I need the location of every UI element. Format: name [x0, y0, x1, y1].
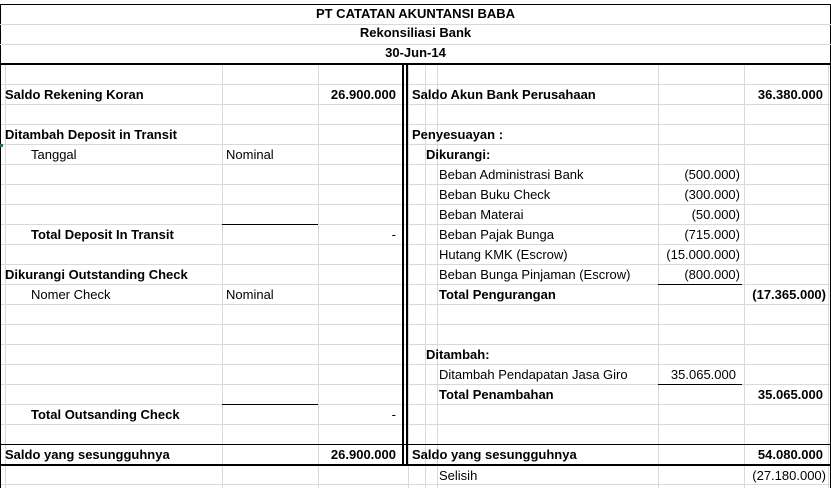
report-date[interactable]: 30-Jun-14 [385, 45, 446, 60]
report-title[interactable]: Rekonsiliasi Bank [359, 25, 472, 40]
dit-date-header[interactable]: Tanggal [31, 147, 77, 162]
final-top-border [0, 444, 831, 445]
deduction-item-label[interactable]: Beban Administrasi Bank [439, 167, 584, 182]
company-bank-balance-label[interactable]: Saldo Akun Bank Perusahaan [412, 87, 596, 102]
deduction-item-value[interactable]: (715.000) [684, 227, 740, 242]
final-bottom-border [0, 464, 831, 466]
addition-item-label[interactable]: Ditambah Pendapatan Jasa Giro [439, 367, 628, 382]
addition-item-value[interactable]: 35.065.000 [670, 367, 736, 382]
difference-value[interactable]: (27.180.000) [752, 468, 826, 483]
right-final-balance-value[interactable]: 54.080.000 [757, 447, 823, 462]
gridline-row [0, 324, 831, 325]
oc-total-value[interactable]: - [391, 407, 396, 422]
difference-label[interactable]: Selisih [439, 468, 478, 483]
addition-title[interactable]: Ditambah: [426, 347, 490, 362]
addition-total-label[interactable]: Total Penambahan [439, 387, 554, 402]
gridline-col [408, 64, 409, 488]
center-divider-right [406, 63, 408, 465]
bank-statement-balance-value[interactable]: 26.900.000 [330, 87, 396, 102]
gridline-row [0, 484, 831, 485]
bank-statement-balance-label[interactable]: Saldo Rekening Koran [5, 87, 144, 102]
top-border [0, 4, 831, 5]
deduction-item-value[interactable]: (15.000.000) [666, 247, 740, 262]
deduction-item-value[interactable]: (800.000) [684, 267, 740, 282]
company-title[interactable]: PT CATATAN AKUNTANSI BABA [315, 6, 516, 21]
gridline-col [744, 64, 745, 488]
deduction-item-label[interactable]: Beban Bunga Pinjaman (Escrow) [439, 267, 631, 282]
gridline-row [0, 344, 831, 345]
deduction-item-label[interactable]: Beban Buku Check [439, 187, 551, 202]
center-divider-left [402, 63, 404, 465]
oc-total-label[interactable]: Total Outsanding Check [31, 407, 180, 422]
active-cell-marker [0, 144, 3, 147]
right-final-balance-label[interactable]: Saldo yang sesungguhnya [412, 447, 577, 462]
deduction-item-label[interactable]: Beban Pajak Bunga [439, 227, 554, 242]
left-final-balance-label[interactable]: Saldo yang sesungguhnya [5, 447, 170, 462]
deduction-total-value[interactable]: (17.365.000) [752, 287, 826, 302]
gridline-col [0, 4, 1, 488]
company-bank-balance-value[interactable]: 36.380.000 [757, 87, 823, 102]
deduction-underline [658, 284, 742, 285]
deduction-item-value[interactable]: (500.000) [684, 167, 740, 182]
left-final-balance-value[interactable]: 26.900.000 [330, 447, 396, 462]
deduction-title[interactable]: Dikurangi: [426, 147, 491, 162]
oc-number-header[interactable]: Nomer Check [31, 287, 111, 302]
dit-total-label[interactable]: Total Deposit In Transit [31, 227, 174, 242]
addition-underline [658, 384, 742, 385]
dit-total-value[interactable]: - [391, 227, 396, 242]
gridline-col [222, 64, 223, 488]
addition-total-value[interactable]: 35.065.000 [757, 387, 823, 402]
deposit-in-transit-title[interactable]: Ditambah Deposit in Transit [5, 127, 177, 142]
deduction-total-label[interactable]: Total Pengurangan [439, 287, 556, 302]
deduction-item-label[interactable]: Beban Materai [439, 207, 524, 222]
dit-nominal-header[interactable]: Nominal [226, 147, 274, 162]
adjustment-title[interactable]: Penyesuayan : [412, 127, 504, 142]
deduction-item-value[interactable]: (50.000) [691, 207, 740, 222]
oc-underline [222, 404, 318, 405]
header-bottom-border [0, 63, 831, 65]
gridline-col [828, 64, 829, 488]
oc-nominal-header[interactable]: Nominal [226, 287, 274, 302]
deduction-item-label[interactable]: Hutang KMK (Escrow) [439, 247, 568, 262]
dit-underline [222, 224, 318, 225]
gridline-row [0, 304, 831, 305]
deduction-item-value[interactable]: (300.000) [684, 187, 740, 202]
outstanding-check-title[interactable]: Dikurangi Outstanding Check [5, 267, 188, 282]
